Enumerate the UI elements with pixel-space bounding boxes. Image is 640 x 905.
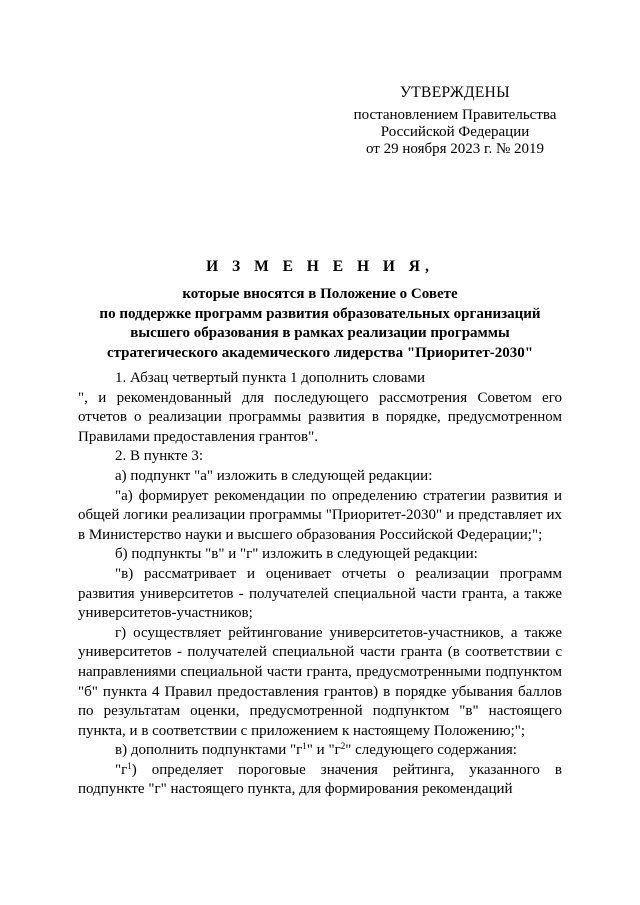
superscript: 1 — [302, 741, 307, 752]
text-run: ) определяет пороговые значения рейтинга, указанного в подпункте "г" настоящего пункта, для формирования рекомендаций — [78, 761, 562, 798]
superscript: 2 — [340, 741, 346, 752]
text-run: в) дополнить подпунктами "г — [115, 742, 303, 759]
approval-line: Российской Федерации — [380, 124, 530, 140]
title-subtitle — [60, 285, 580, 363]
approval-line: постановлением Правительства — [353, 107, 557, 123]
paragraph: 2. В пункте 3: — [115, 448, 204, 465]
paragraph: ", и рекомендованный для последующего рассмотрения Советом его отчетов о реализации программы развития в порядке, предусмотренном Правилами предоставления грантов". — [78, 389, 562, 445]
paragraph: "в) рассматривает и оценивает отчеты о реализации программ развития университетов - получателей специальной части гранта, а также университетов-участников; — [78, 565, 562, 622]
subtitle-line: которые вносятся в Положение о Совете — [182, 286, 458, 302]
title-main: И З М Е Н Е Н И Я, — [206, 258, 434, 275]
subtitle-line: высшего образования в рамках реализации программы — [130, 325, 510, 341]
text-run: " следующего содержания: — [345, 742, 517, 759]
approved-heading: УТВЕРЖДЕНЫ — [400, 84, 510, 101]
subtitle-line: стратегического академического лидерства "Приоритет-2030" — [106, 344, 534, 361]
approval-block — [340, 84, 570, 158]
paragraph: г) осуществляет рейтингование университетов-участников, а также университетов - получателей специальной части гранта (в соответствии с направлениями специальной части гранта, предусмотренными подпунктом "б" пункта 4 Правил предоставления грантов) в порядке убывания баллов по результатам оценки, предусмотренной подпунктом "в" настоящего пункта, и в соответствии с приложением к настоящему Положению;"; — [78, 624, 562, 739]
paragraph — [78, 741, 562, 761]
paragraph: б) подпункты "в" и "г" изложить в следующей редакции: — [115, 546, 478, 563]
paragraph: "а) формирует рекомендации по определению стратегии развития и общей логики реализации программы "Приоритет-2030" и представляет их в Министерство науки и высшего образования Российской Федерации;"; — [78, 487, 562, 543]
document-body — [78, 369, 562, 800]
approval-date-line: от 29 ноября 2023 г. № 2019 — [365, 141, 545, 157]
paragraph — [78, 761, 562, 800]
document-title — [60, 258, 580, 363]
paragraph: а) подпункт "а" изложить в следующей редакции: — [115, 467, 433, 484]
paragraph: 1. Абзац четвертый пункта 1 дополнить словами — [115, 370, 426, 386]
subtitle-line: по поддержке программ развития образовательных организаций — [99, 305, 541, 322]
text-run: "г — [115, 761, 128, 778]
superscript: 1 — [127, 760, 132, 771]
text-run: " и "г — [306, 742, 341, 759]
